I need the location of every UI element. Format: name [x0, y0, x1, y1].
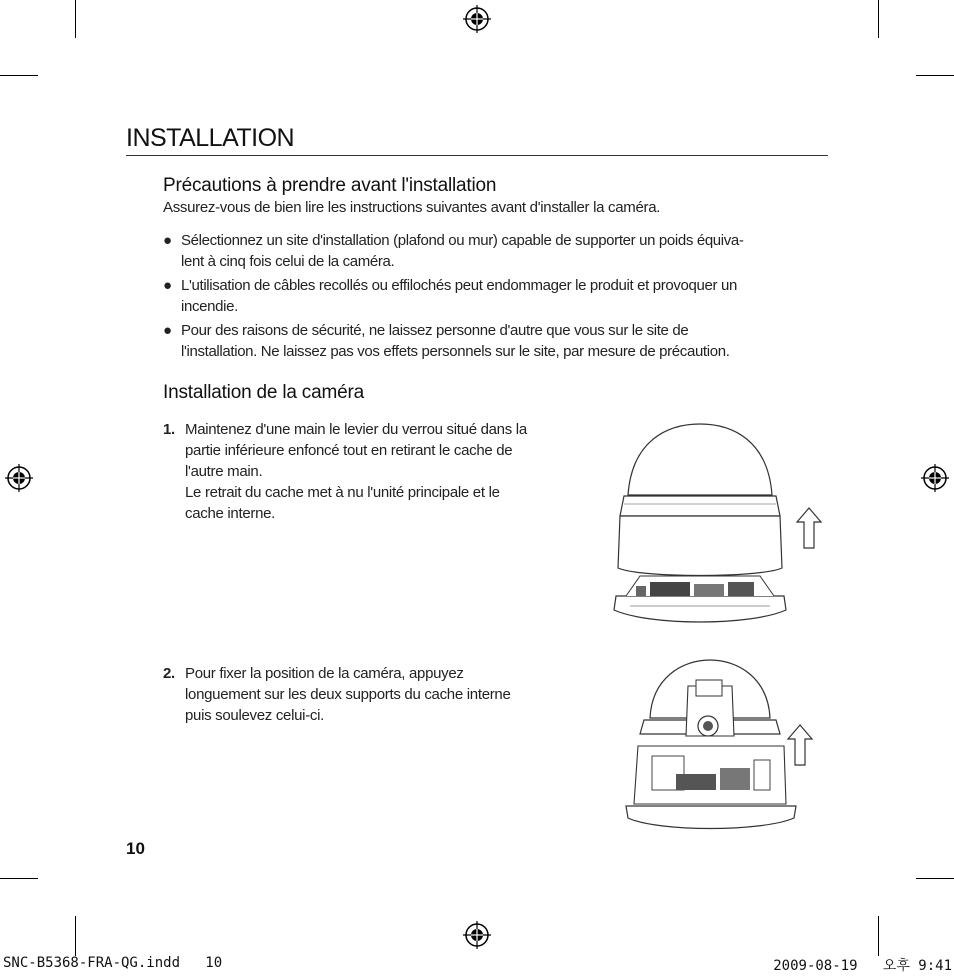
registration-mark-icon [462, 920, 492, 950]
step-line: Le retrait du cache met à nu l'unité principale et le [185, 484, 500, 501]
page-title: INSTALLATION [126, 124, 295, 152]
up-arrow-icon [786, 723, 814, 767]
step-line: partie inférieure enfoncé tout en retirant le cache de [185, 442, 513, 459]
step-number: 2. [163, 665, 175, 682]
crop-mark [0, 75, 38, 76]
bullet-icon: ● [163, 322, 172, 339]
registration-mark-icon [4, 463, 34, 493]
page-number: 10 [126, 839, 145, 858]
list-item-line: L'utilisation de câbles recollés ou effilochés peut endommager le produit et provoquer un [181, 277, 737, 294]
camera-inner-cover-illustration [622, 656, 800, 832]
registration-mark-icon [462, 4, 492, 34]
dome-camera-illustration [610, 420, 790, 630]
list-item [163, 230, 823, 272]
list-item-line: l'installation. Ne laissez pas vos effets personnels sur le site, par mesure de précaution. [181, 343, 730, 360]
crop-mark [878, 0, 879, 38]
title-rule [126, 155, 828, 156]
step-line: cache interne. [185, 505, 276, 522]
registration-mark-icon [920, 463, 950, 493]
step-line: l'autre main. [185, 463, 263, 480]
list-item-line: Sélectionnez un site d'installation (plafond ou mur) capable de supporter un poids équiva- [181, 232, 744, 249]
step-line: Pour fixer la position de la caméra, appuyez [185, 665, 464, 682]
step-line: Maintenez d'une main le levier du verrou situé dans la [185, 421, 527, 438]
bullet-icon: ● [163, 232, 172, 249]
step-1 [163, 419, 527, 524]
precautions-intro: Assurez-vous de bien lire les instructions suivantes avant d'installer la caméra. [163, 199, 661, 216]
up-arrow-icon [795, 506, 823, 550]
step-line: longuement sur les deux supports du cache interne [185, 686, 511, 703]
step-line: puis soulevez celui-ci. [185, 707, 324, 724]
list-item-line: Pour des raisons de sécurité, ne laissez personne d'autre que vous sur le site de [181, 322, 689, 339]
list-item-line: incendie. [181, 298, 238, 315]
list-item [163, 320, 823, 362]
precautions-list [163, 230, 823, 365]
bullet-icon: ● [163, 277, 172, 294]
crop-mark [0, 878, 38, 879]
step-number: 1. [163, 421, 175, 438]
camera-install-heading: Installation de la caméra [163, 382, 364, 403]
precautions-heading: Précautions à prendre avant l'installation [163, 175, 497, 196]
list-item-line: lent à cinq fois celui de la caméra. [181, 253, 395, 270]
list-item [163, 275, 823, 317]
crop-mark [878, 916, 879, 956]
crop-mark [75, 0, 76, 38]
step-2 [163, 663, 511, 726]
slug-date: 2009-08-19 오후 9:41 [773, 958, 952, 974]
slug-file: SNC-B5368-FRA-QG.indd 10 [3, 955, 223, 971]
crop-mark [916, 75, 954, 76]
crop-mark [916, 878, 954, 879]
crop-mark [75, 916, 76, 956]
